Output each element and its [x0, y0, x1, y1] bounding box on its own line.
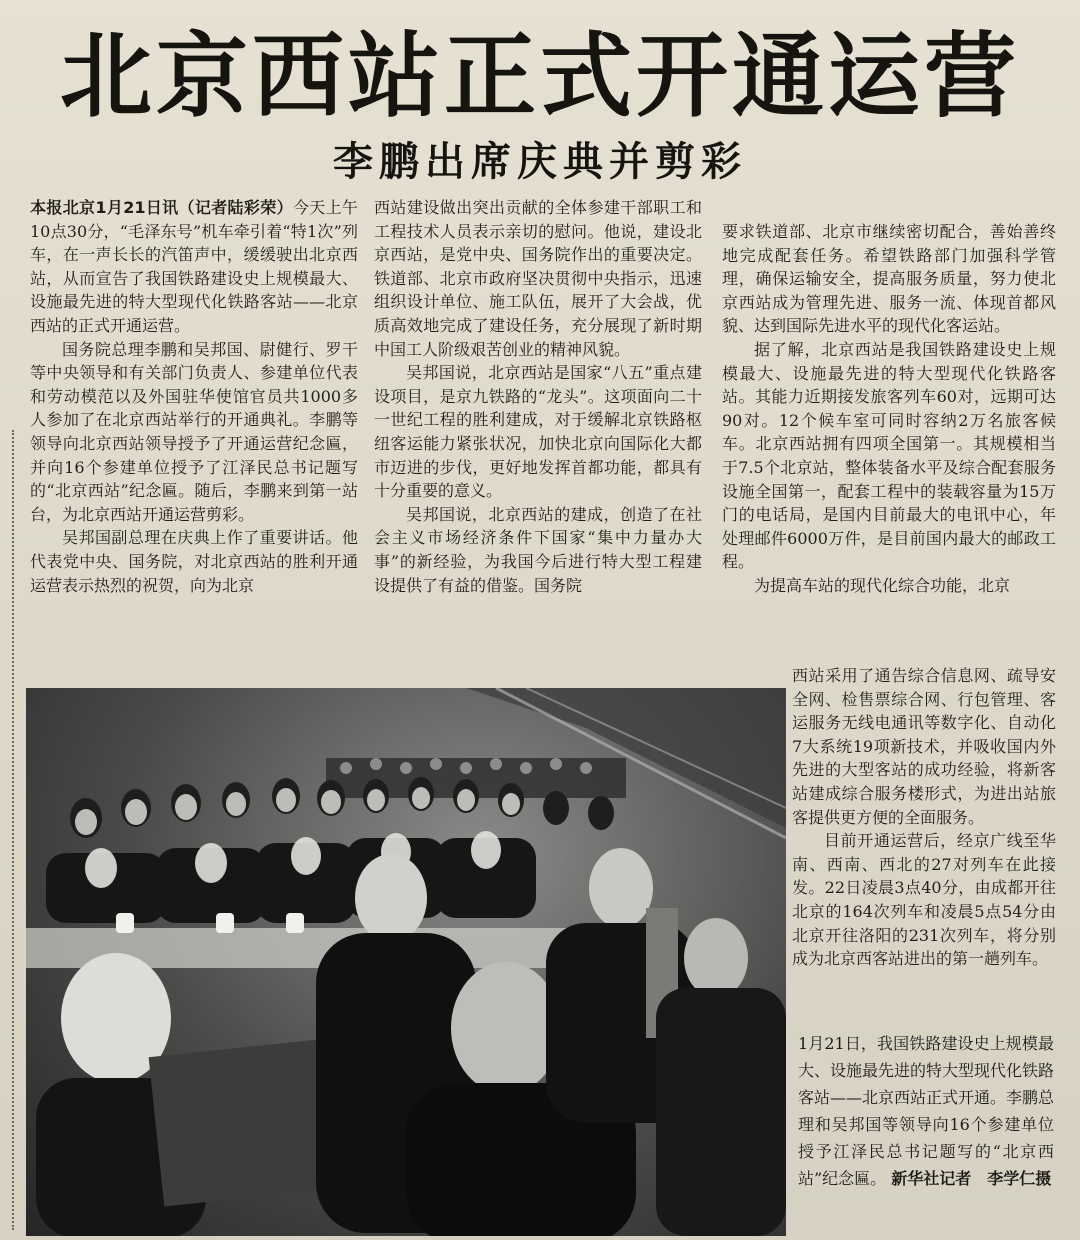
margin-dotted-rule — [0, 430, 14, 1230]
paragraph-4: 吴邦国说，北京西站是国家“八五”重点建设项目，是京九铁路的“龙头”。这项面向二十一世纪工程的胜利建成，对于缓解北京铁路枢纽客运能力紧张状况，加快北京向国际化大都市迈进的步伐，更好地发挥首都功能，都具有十分重要的意义。 — [374, 363, 702, 501]
article-column-3 — [722, 220, 1056, 660]
article-column-1 — [30, 196, 358, 666]
paragraph-1: 今天上午10点30分，“毛泽东号”机车牵引着“特1次”列车，在一声长长的汽笛声中，缓缓驶出北京西站，从而宣告了我国铁路建设史上规模最大、设施最先进的特大型现代化铁路客站——北京西站的正式开通运营。 — [30, 198, 358, 335]
paragraph-3-part-2: 西站建设做出突出贡献的全体参建干部职工和工程技术人员表示亲切的慰问。他说，建设北京西站，是党中央、国务院作出的重要决定。铁道部、北京市政府坚决贯彻中央指示，迅速组织设计单位、施工队伍，展开了大会战，优质高效地完成了建设任务，充分展现了新时期中国工人阶级艰苦创业的精神风貌。 — [374, 198, 702, 359]
paragraph-7-part-1: 为提高车站的现代化综合功能，北京 — [754, 575, 1011, 595]
caption-text: 1月21日，我国铁路建设史上规模最大、设施最先进的特大型现代化铁路客站——北京西站正式开通。李鹏总理和吴邦国等领导向16个参建单位授予江泽民总书记题写的“北京西站”纪念匾。 — [798, 1034, 1055, 1188]
subheadline: 李鹏出席庆典并剪彩 — [333, 139, 747, 185]
paragraph-5-part-1: 吴邦国说，北京西站的建成，创造了在社会主义市场经济条件下国家“集中力量办大事”的新经验，为我国今后进行特大型工程建设提供了有益的借鉴。国务院 — [374, 504, 702, 595]
paragraph-3-part-1: 吴邦国副总理在庆典上作了重要讲话。他代表党中央、国务院，对北京西站的胜利开通运营表示热烈的祝贺，向为北京 — [30, 528, 358, 595]
article-column-3-lower — [792, 664, 1056, 1016]
article-column-2 — [374, 196, 702, 666]
paragraph-6: 据了解，北京西站是我国铁路建设史上规模最大、设施最先进的特大型现代化铁路客站。其能力近期接发旅客列车60对，远期可达90对。12个候车室可同时容纳2万名旅客候车。北京西站拥有四项全国第一。其规模相当于7.5个北京站，整体装备水平及综合配套服务设施全国第一，配套工程中的装载容量为15万门的电话局，是国内目前最大的电讯中心，年处理邮件6000万件，是目前国内最大的邮政工程。 — [722, 339, 1056, 572]
lead-paragraph — [30, 196, 358, 338]
paragraph-2: 国务院总理李鹏和吴邦国、尉健行、罗干等中央领导和有关部门负责人、参建单位代表和劳动模范以及外国驻华使馆官员共1000多人参加了在北京西站举行的开通典礼。李鹏等领导向北京西站领导授予了开通运营纪念匾，并向16个参建单位授予了江泽民总书记题写的“北京西站”纪念匾。随后，李鹏来到第一站台，为北京西站开通运营剪彩。 — [30, 339, 358, 524]
photo-credit: 新华社记者 李学仁摄 — [891, 1169, 1052, 1188]
dateline: 本报北京1月21日讯（记者陆彩荣） — [30, 198, 293, 217]
photo-caption — [798, 1030, 1054, 1222]
paragraph-5-part-2: 要求铁道部、北京市继续密切配合，善始善终地完成配套任务。希望铁路部门加强科学管理，确保运输安全，提高服务质量，努力使北京西站成为管理先进、服务一流、体现首都风貌、达到国际先进水平的现代化客运站。 — [722, 222, 1056, 336]
paragraph-7-part-2: 西站采用了通告综合信息网、疏导安全网、检售票综合网、行包管理、客运服务无线电通讯等数字化、自动化7大系统19项新技术，并吸收国内外先进的大型客站的成功经验，将新客站建成综合服务楼形式，为进出站旅客提供更方便的全面服务。 — [792, 666, 1056, 827]
news-photo-illustration — [26, 688, 786, 1236]
news-photo — [26, 688, 786, 1236]
headline: 北京西站正式开通运营 — [59, 23, 1020, 130]
paragraph-8: 目前开通运营后，经京广线至华南、西南、西北的27对列车在此接发。22日凌晨3点40分，由成都开往北京的164次列车和凌晨5点54分由北京开往洛阳的231次列车，将分别成为北京西客站进出的第一趟列车。 — [792, 831, 1056, 969]
